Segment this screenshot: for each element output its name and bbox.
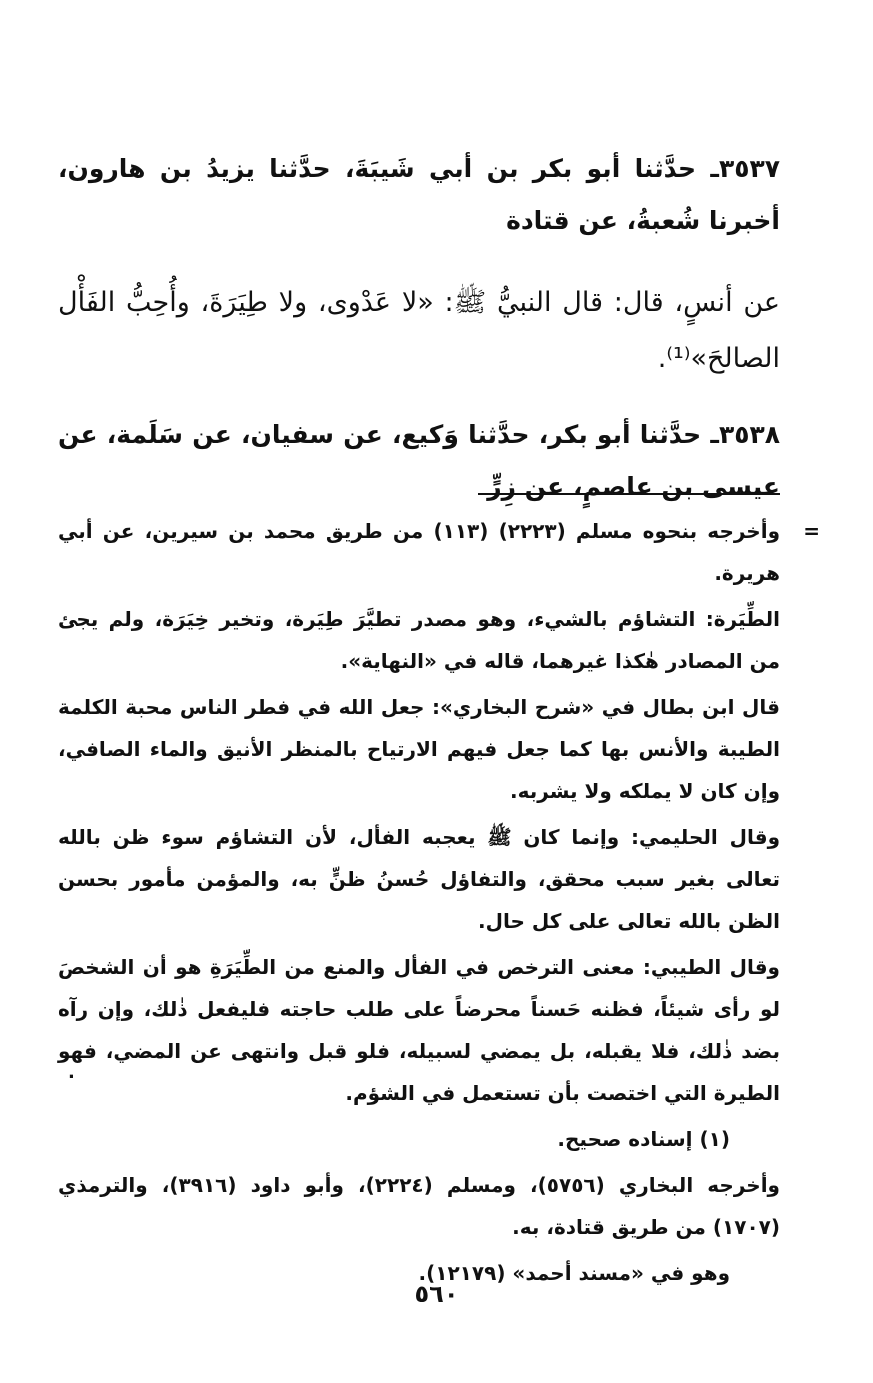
hadith-text: عن أنسٍ، قال: قال النبيُّ ﷺ: «لا عَدْوى، ولا طِيَرَةَ، وأُحِبُّ الفَأْل الصالحَ»⁽¹⁾. [58, 287, 780, 374]
hadith-chain-3538: ٣٥٣٨ـ حدَّثنا أبو بكر، حدَّثنا وَكيع، عن سفيان، عن سَلَمة، عن عيسى بن عاصمٍ، عن زِرٍّ [58, 420, 780, 501]
page-number: ٥٦٠ [414, 1280, 459, 1308]
hadith-chain-3537: ٣٥٣٧ـ حدَّثنا أبو بكر بن أبي شَيبَةَ، حدَّثنا يزيدُ بن هارون، أخبرنا شُعبةُ، عن قتادة [58, 154, 780, 235]
footnote-paragraph: الطِّيَرة: التشاؤم بالشيء، وهو مصدر تطيَّرَ طِيَرة، وتخير خِيَرَة، ولم يجئ من المصادر هٰكذا غيرهما، قاله في «النهاية». [58, 607, 780, 673]
continuation-mark: = [803, 519, 820, 543]
footnote-paragraph [58, 510, 820, 594]
footnote-divider [478, 493, 780, 495]
footnote-paragraph: وأخرجه البخاري (٥٧٥٦)، ومسلم (٢٢٢٤)، وأبو داود (٣٩١٦)، والترمذي (١٧٠٧) من طريق قتادة، به. [58, 1173, 780, 1239]
footnote-paragraph: (١) إسناده صحيح. [557, 1127, 730, 1151]
footnote-paragraph: وقال الطيبي: معنى الترخص في الفأل والمنع من الطِّيَرَةِ هو أن الشخصَ لو رأى شيئاً، فظنه حَسناً محرضاً على طلب حاجته فليفعل ذٰلك، وإن رآه بضد ذٰلك، فلا يقبله، بل يمضي لسبيله، فلو قبل وانتهى عن المضي، فهو الطيرة التي اختصت بأن تستعمل في الشؤم. [58, 955, 780, 1105]
footnote-paragraph: وهو في «مسند أحمد» (١٢١٧٩). [418, 1261, 730, 1285]
footnote-paragraph: وقال الحليمي: وإنما كان ﷺ يعجبه الفأل، لأن التشاؤم سوء ظن بالله تعالى بغير سبب محقق، والتفاؤل حُسنُ ظنٍّ به، والمؤمن مأمور بحسن الظن بالله تعالى على كل حال. [58, 825, 780, 933]
stray-dot: . [68, 1062, 75, 1083]
footnote-text: وأخرجه بنحوه مسلم (٢٢٢٣) (١١٣) من طريق محمد بن سيرين، عن أبي هريرة. [58, 519, 780, 585]
footnote-paragraph: قال ابن بطال في «شرح البخاري»: جعل الله في فطر الناس محبة الكلمة الطيبة والأنس بها كما جعل فيهم الارتياح بالمنظر الأنيق والماء الصافي، وإن كان لا يملكه ولا يشربه. [58, 695, 780, 803]
footnotes-section [58, 510, 820, 1298]
